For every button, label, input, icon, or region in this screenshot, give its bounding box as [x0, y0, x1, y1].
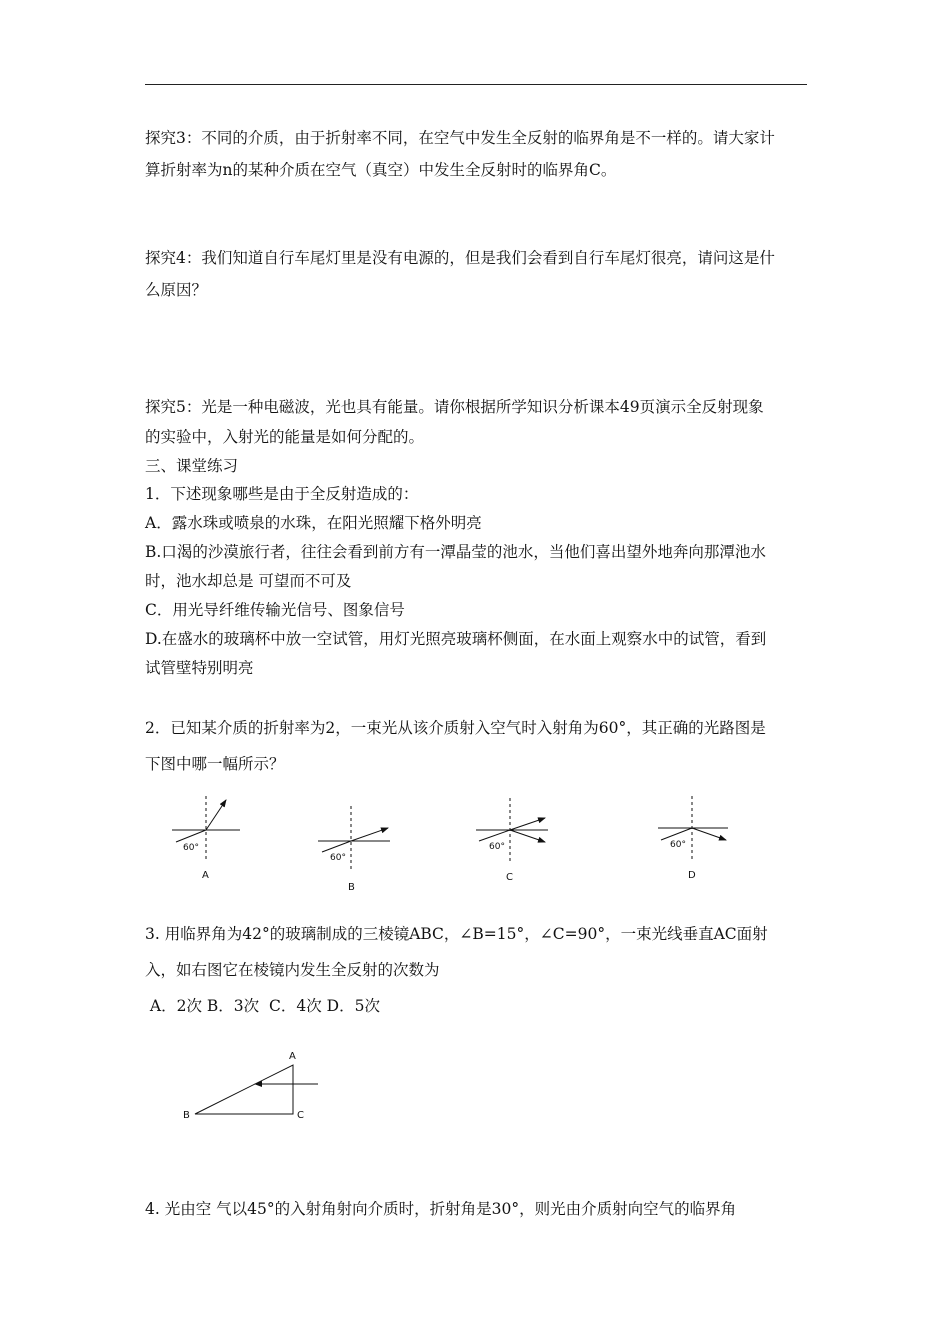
q2-line2: 下图中哪一幅所示？	[145, 755, 285, 773]
explore5-line1: 探究5：光是一种电磁波，光也具有能量。请你根据所学知识分析课本49页演示全反射现象	[145, 398, 764, 416]
q4-line1: 4. 光由空 气以45°的入射角射向介质时，折射角是30°，则光由介质射向空气的临界角	[145, 1200, 737, 1218]
q1-option-a: A．露水珠或喷泉的水珠，在阳光照耀下格外明亮	[145, 514, 482, 532]
q1-stem: 1．下述现象哪些是由于全反射造成的：	[145, 485, 419, 503]
q2-light-path-diagrams	[0, 790, 950, 900]
explore3-line1: 探究3：不同的介质，由于折射率不同，在空气中发生全反射的临界角是不一样的。请大家计	[145, 129, 775, 147]
vertex-b-label: B	[183, 1110, 190, 1121]
explore4-line2: 么原因？	[145, 281, 208, 299]
diagram-c-label: C	[506, 872, 513, 883]
diagram-a-angle: 60°	[183, 843, 199, 853]
vertex-a-label: A	[289, 1051, 296, 1062]
q1-option-d-line2: 试管壁特别明亮	[145, 659, 254, 677]
header-rule	[145, 84, 807, 85]
diagram-a-label: A	[202, 870, 209, 881]
q2-line1: 2．已知某介质的折射率为2，一束光从该介质射入空气时入射角为60°，其正确的光路图是	[145, 719, 766, 737]
q1-option-b-line2: 时，池水却总是 可望而不可及	[145, 572, 352, 590]
q3-prism-diagram	[0, 1045, 950, 1125]
diagram-b-label: B	[348, 882, 355, 893]
diagram-c-angle: 60°	[489, 842, 505, 852]
vertex-c-label: C	[297, 1110, 304, 1121]
diagram-a	[172, 796, 240, 881]
q1-option-b-line1: B.口渴的沙漠旅行者，往往会看到前方有一潭晶莹的池水，当他们喜出望外地奔向那潭池水	[145, 543, 766, 561]
q3-line2: 入，如右图它在棱镜内发生全反射的次数为	[145, 961, 440, 979]
diagram-c	[476, 798, 548, 883]
q3-line1: 3. 用临界角为42°的玻璃制成的三棱镜ABC，∠B=15°，∠C=90°，一束光线垂直AC面射	[145, 925, 768, 943]
q3-options: A．2次 B．3次 C．4次 D．5次	[145, 997, 380, 1015]
diagram-b-angle: 60°	[330, 853, 346, 863]
diagram-b	[318, 806, 390, 893]
explore5-line2: 的实验中，入射光的能量是如何分配的。	[145, 428, 425, 446]
diagram-d	[658, 796, 728, 881]
q1-option-c: C．用光导纤维传输光信号、图象信号	[145, 601, 405, 619]
q1-option-d-line1: D.在盛水的玻璃杯中放一空试管，用灯光照亮玻璃杯侧面，在水面上观察水中的试管，看到	[145, 630, 767, 648]
prism-triangle	[195, 1065, 293, 1114]
explore3-line2: 算折射率为n的某种介质在空气（真空）中发生全反射时的临界角C。	[145, 161, 617, 179]
diagram-d-angle: 60°	[670, 840, 686, 850]
section-title: 三、课堂练习	[145, 457, 239, 475]
explore4-line1: 探究4：我们知道自行车尾灯里是没有电源的，但是我们会看到自行车尾灯很亮，请问这是什	[145, 249, 775, 267]
diagram-d-label: D	[688, 870, 696, 881]
